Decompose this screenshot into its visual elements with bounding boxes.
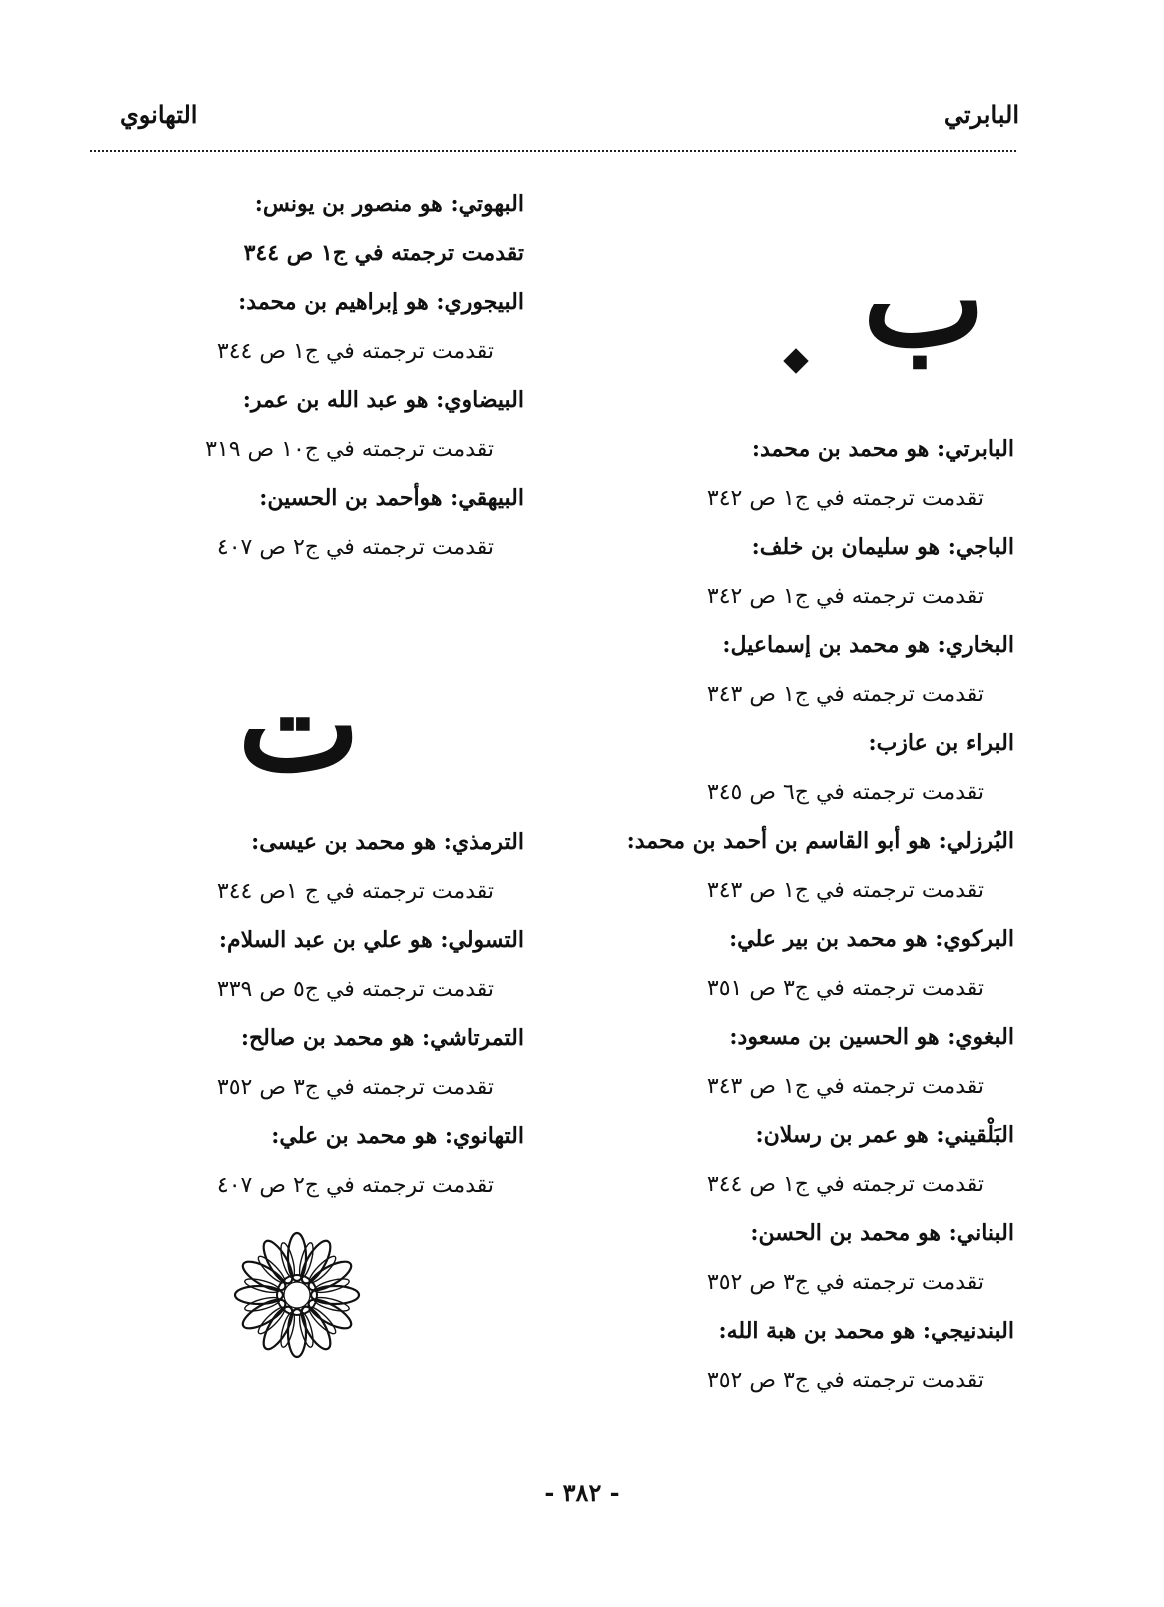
entry-reference: تقدمت ترجمته في ج٣ ص ٣٥٢ [706,1270,984,1295]
entry-reference: تقدمت ترجمته في ج٣ ص ٣٥١ [706,976,984,1001]
section-letter-ba [854,223,994,376]
entry-name: البركوي: هو محمد بن بير علي: [729,926,1014,952]
entry-buhuti [84,180,524,278]
left-column-ba-entries [84,180,524,572]
entry-reference: تقدمت ترجمته في ج١ ص ٣٤٤ [706,1172,984,1197]
entry-reference: تقدمت ترجمته في ج٢ ص ٤٠٧ [216,1173,494,1198]
header-divider [90,150,1016,152]
entry-reference: تقدمت ترجمته في ج٢ ص ٤٠٧ [216,535,494,560]
rosette-ornament-icon [232,1230,362,1360]
entry-reference: تقدمت ترجمته في ج١ ص ٣٤٤ [243,240,524,266]
entry-reference: تقدمت ترجمته في ج٣ ص ٣٥٢ [706,1368,984,1393]
entry-name: البغوي: هو الحسين بن مسعود: [729,1024,1014,1050]
entry-name: البَلْقيني: هو عمر بن رسلان: [755,1122,1014,1148]
entry-bulqini [534,1111,1014,1209]
entry-baydawi [84,376,524,474]
left-column-ta-entries [84,818,524,1210]
entry-reference: تقدمت ترجمته في ج١ ص ٣٤٢ [706,486,984,511]
entry-reference: تقدمت ترجمته في ج١ ص ٣٤٣ [706,878,984,903]
entry-name: البهوتي: هو منصور بن يونس: [254,191,524,217]
entry-name: البراء بن عازب: [868,730,1014,756]
running-head-right: البابرتي [943,100,1019,129]
entry-reference: تقدمت ترجمته في ج١ ص ٣٤٤ [216,339,494,364]
letter-ta: ت [237,648,361,801]
entry-birkawi [534,915,1014,1013]
running-head-left: التهانوي [120,100,198,129]
section-letter-ta [224,648,374,801]
entry-bijuri [84,278,524,376]
entry-tasuli [84,916,524,1014]
entry-reference: تقدمت ترجمته في ج٥ ص ٣٣٩ [216,977,494,1002]
entry-tirmidhi [84,818,524,916]
entry-name: البناني: هو محمد بن الحسن: [750,1220,1014,1246]
entry-timurtashi [84,1014,524,1112]
entry-bandaniji [534,1307,1014,1405]
entry-baghawi [534,1013,1014,1111]
entry-bukhari [534,621,1014,719]
entry-reference: تقدمت ترجمته في ج١ ص ٣٤٣ [706,1074,984,1099]
entry-reference: تقدمت ترجمته في ج٦ ص ٣٤٥ [706,780,984,805]
entry-bannani [534,1209,1014,1307]
right-column-entries [534,425,1014,1405]
entry-name: التمرتاشي: هو محمد بن صالح: [240,1025,524,1051]
entry-reference: تقدمت ترجمته في ج١٠ ص ٣١٩ [205,437,494,462]
entry-tahanawi [84,1112,524,1210]
entry-name: البخاري: هو محمد بن إسماعيل: [722,632,1014,658]
diamond-ornament-icon [783,348,808,373]
entry-bayhaqi [84,474,524,572]
entry-reference: تقدمت ترجمته في ج٣ ص ٣٥٢ [216,1075,494,1100]
letter-ba: ب [862,223,986,376]
entry-name: التسولي: هو علي بن عبد السلام: [218,927,524,953]
entry-name: الباجي: هو سليمان بن خلف: [751,534,1014,560]
entry-name: البُرزلي: هو أبو القاسم بن أحمد بن محمد: [626,828,1014,854]
entry-reference: تقدمت ترجمته في ج ١ص ٣٤٤ [216,879,494,904]
entry-name: التهانوي: هو محمد بن علي: [271,1123,524,1149]
entry-name: البيضاوي: هو عبد الله بن عمر: [242,387,524,413]
entry-reference: تقدمت ترجمته في ج١ ص ٣٤٢ [706,584,984,609]
entry-baraa [534,719,1014,817]
entry-name: البيجوري: هو إبراهيم بن محمد: [238,289,524,315]
entry-reference: تقدمت ترجمته في ج١ ص ٣٤٣ [706,682,984,707]
entry-babarti [534,425,1014,523]
entry-name: الترمذي: هو محمد بن عيسى: [251,829,524,855]
entry-burzuli [534,817,1014,915]
page-number: - ٣٨٢ - [544,1478,620,1507]
entry-baji [534,523,1014,621]
entry-name: البندنيجي: هو محمد بن هبة الله: [718,1318,1014,1344]
entry-name: البابرتي: هو محمد بن محمد: [751,436,1014,462]
entry-name: البيهقي: هوأحمد بن الحسين: [259,485,524,511]
